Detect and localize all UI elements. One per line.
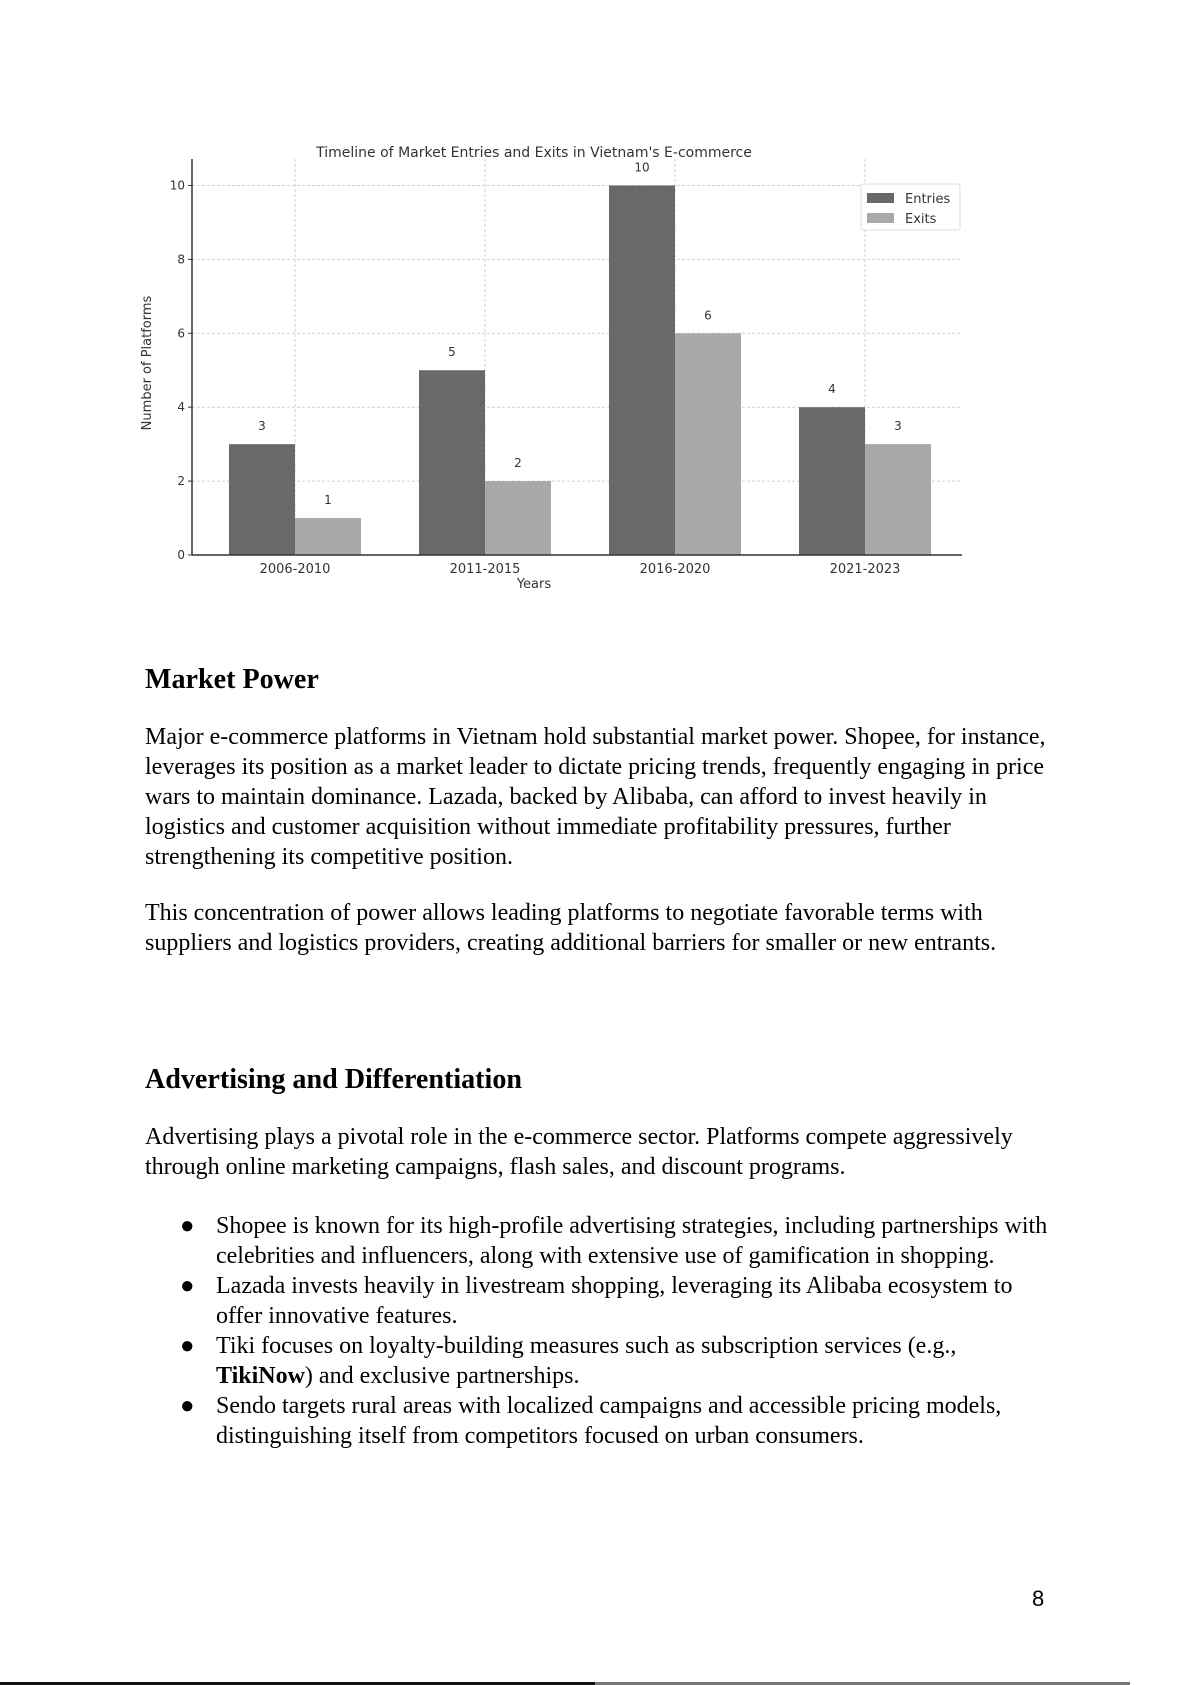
- paragraph: Major e-commerce platforms in Vietnam hold substantial market power. Shopee, for instance, leverages its position as a market leader to dictate pricing trends, frequently engaging in price wars to maintain dominance. Lazada, backed by Alibaba, can afford to invest heavily in logistics and customer acquisition without immediate profitability pressures, further strengthening its competitive position.: [145, 724, 1046, 870]
- svg-text:5: 5: [448, 345, 456, 360]
- bullet-icon: ●: [180, 1393, 195, 1419]
- page-number: 8: [1032, 1586, 1045, 1611]
- svg-text:2021-2023: 2021-2023: [829, 562, 901, 577]
- list-item: [180, 1331, 1050, 1391]
- list-item-text: Lazada invests heavily in livestream shopping, leveraging its Alibaba ecosystem to offer innovative features.: [216, 1273, 1013, 1329]
- bullet-icon: ●: [180, 1273, 195, 1299]
- svg-text:8: 8: [177, 252, 185, 267]
- svg-text:4: 4: [177, 400, 185, 415]
- svg-text:6: 6: [704, 308, 712, 323]
- bold-term: TikiNow: [216, 1363, 305, 1389]
- svg-text:2: 2: [177, 474, 185, 489]
- chart-legend: [861, 184, 960, 230]
- svg-text:2: 2: [514, 456, 522, 471]
- paragraph: This concentration of power allows leading platforms to negotiate favorable terms with suppliers and logistics providers, creating additional barriers for smaller or new entrants.: [145, 900, 997, 956]
- svg-text:2011-2015: 2011-2015: [449, 562, 521, 577]
- bullet-list: [180, 1211, 1050, 1451]
- chart-bars: [229, 160, 931, 555]
- list-item: [180, 1391, 1050, 1451]
- svg-text:1: 1: [324, 493, 332, 508]
- svg-text:10: 10: [169, 178, 185, 193]
- svg-text:4: 4: [828, 382, 836, 397]
- x-axis-label: Years: [516, 577, 552, 592]
- bullet-icon: ●: [180, 1213, 195, 1239]
- chart-title: Timeline of Market Entries and Exits in Vietnam's E-commerce: [316, 145, 752, 161]
- svg-text:3: 3: [894, 419, 902, 434]
- svg-text:3: 3: [258, 419, 266, 434]
- paragraph: Advertising plays a pivotal role in the e-commerce sector. Platforms compete aggressively through online marketing campaigns, flash sales, and discount programs.: [145, 1124, 1013, 1180]
- list-item-text: Shopee is known for its high-profile advertising strategies, including partnerships with celebrities and influencers, along with extensive use of gamification in shopping.: [216, 1213, 1048, 1269]
- section-heading-advertising: Advertising and Differentiation: [145, 1064, 522, 1095]
- y-axis-label: Number of Platforms: [140, 295, 155, 431]
- bar-chart: [140, 145, 970, 645]
- bullet-icon: ●: [180, 1333, 195, 1359]
- section-heading-market-power: Market Power: [145, 664, 319, 695]
- svg-text:Exits: Exits: [905, 212, 937, 227]
- svg-text:10: 10: [634, 160, 650, 175]
- list-item-text: Sendo targets rural areas with localized campaigns and accessible pricing models, distinguishing itself from competitors focused on urban consumers.: [216, 1393, 1002, 1449]
- svg-text:6: 6: [177, 326, 185, 341]
- svg-text:0: 0: [177, 548, 185, 562]
- svg-text:Entries: Entries: [905, 192, 951, 207]
- svg-text:2016-2020: 2016-2020: [639, 562, 711, 577]
- svg-text:2006-2010: 2006-2010: [259, 562, 331, 577]
- list-item: [180, 1271, 1050, 1331]
- list-item-text: Tiki focuses on loyalty-building measures such as subscription services (e.g., TikiNow) and exclusive partnerships.: [216, 1333, 957, 1389]
- list-item: [180, 1211, 1050, 1271]
